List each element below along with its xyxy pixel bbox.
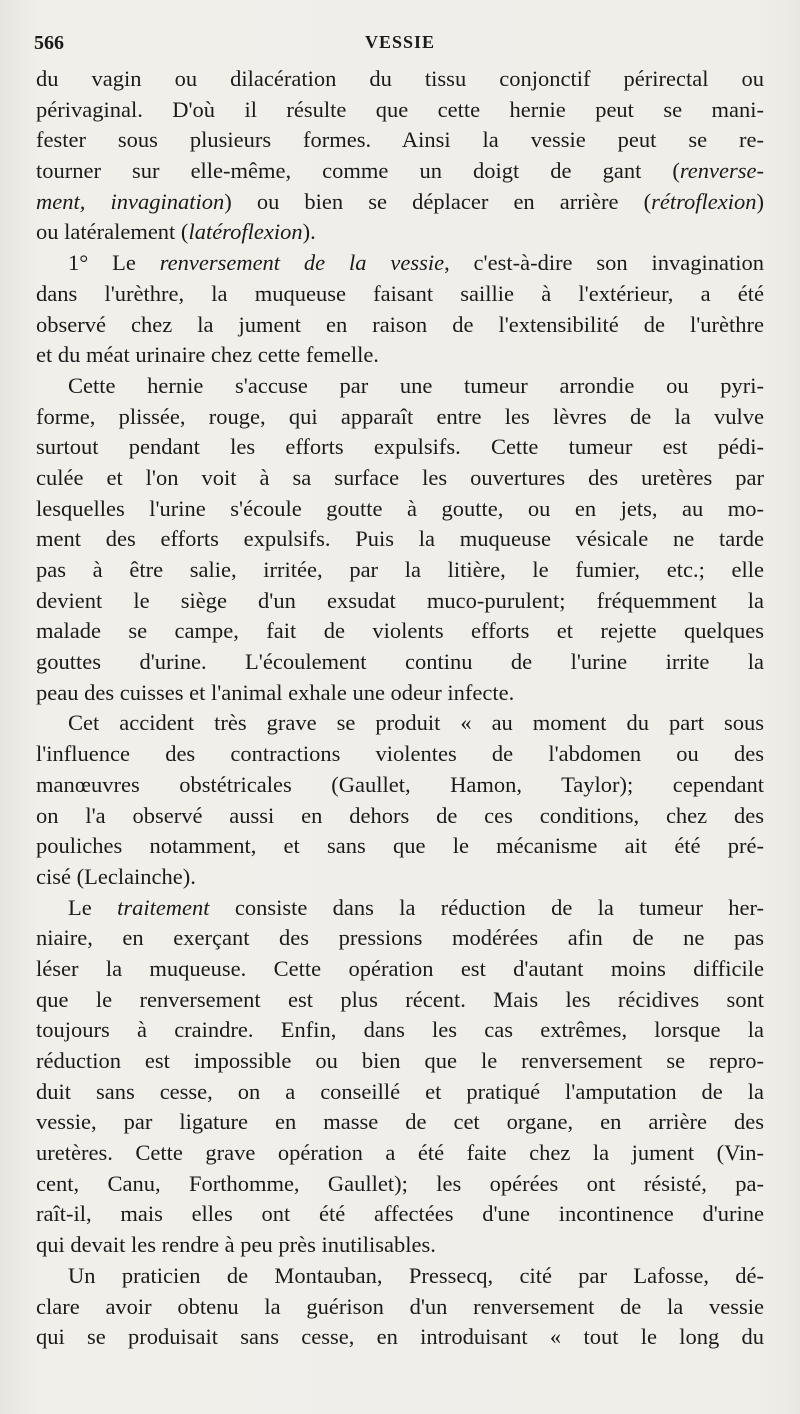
- text-run: 1° Le: [68, 250, 160, 276]
- text-line: [36, 1077, 764, 1108]
- text-line: [36, 801, 764, 832]
- text-run: Le: [68, 894, 118, 920]
- text-run: devient le siège d'un exsudat muco-purulent; fréquemment la: [36, 587, 764, 613]
- text-run: ).: [302, 219, 316, 245]
- text-line: [36, 402, 764, 433]
- text-line: [36, 248, 764, 279]
- italic-term: renverse-: [679, 158, 764, 184]
- text-line: [36, 770, 764, 801]
- text-line: [36, 1322, 764, 1353]
- paragraph: [36, 708, 764, 892]
- text-run: Un praticien de Montauban, Pressecq, cité par Lafosse, dé-: [68, 1262, 764, 1288]
- paragraph: [36, 371, 764, 709]
- text-line: [36, 923, 764, 954]
- text-run: et du méat urinaire chez cette femelle.: [36, 342, 379, 368]
- text-run: peau des cuisses et l'animal exhale une odeur infecte.: [36, 679, 515, 705]
- text-run: léser la muqueuse. Cette opération est d'autant moins difficile: [36, 955, 764, 981]
- text-line: [36, 64, 764, 95]
- text-run: uretères. Cette grave opération a été faite chez la jument (Vin-: [36, 1140, 764, 1166]
- body-text: [36, 64, 764, 1353]
- text-line: [36, 524, 764, 555]
- text-run: lesquelles l'urine s'écoule goutte à goutte, ou en jets, au mo-: [36, 495, 764, 521]
- text-run: , c'est-à-dire son invagination: [444, 250, 764, 276]
- text-run: ) ou bien se déplacer en arrière (: [224, 188, 652, 214]
- paragraph: [36, 893, 764, 1261]
- text-run: réduction est impossible ou bien que le renversement se repro-: [36, 1048, 764, 1073]
- text-line: [36, 463, 764, 494]
- text-line: [36, 371, 764, 402]
- text-run: Cette hernie s'accuse par une tumeur arrondie ou pyri-: [68, 372, 764, 398]
- italic-term: latéroflexion: [188, 219, 303, 245]
- text-run: niaire, en exerçant des pressions modérées afin de ne pas: [36, 925, 764, 951]
- text-line: [36, 1015, 764, 1046]
- text-run: clare avoir obtenu la guérison d'un renversement de la vessie: [36, 1293, 764, 1319]
- text-run: l'influence des contractions violentes de l'abdomen ou des: [36, 741, 764, 767]
- italic-term: traitement: [117, 894, 210, 920]
- text-run: consiste dans la réduction de la tumeur her-: [209, 894, 765, 920]
- text-line: [36, 954, 764, 985]
- text-line: [36, 1138, 764, 1169]
- text-run: malade se campe, fait de violents efforts et rejette quelques: [36, 618, 764, 644]
- text-line: [36, 1261, 764, 1292]
- text-line: [36, 1199, 764, 1230]
- text-run: cisé (Leclainche).: [36, 863, 196, 889]
- running-title: VESSIE: [364, 32, 436, 52]
- text-line: [36, 708, 764, 739]
- text-run: fester sous plusieurs formes. Ainsi la vessie peut se re-: [36, 127, 764, 153]
- text-run: on l'a observé aussi en dehors de ces conditions, chez des: [36, 802, 764, 828]
- text-line: [36, 279, 764, 310]
- text-run: culée et l'on voit à sa surface les ouvertures des uretères par: [36, 464, 764, 490]
- page-header: [34, 28, 766, 58]
- text-line: [36, 678, 764, 709]
- text-run: manœuvres obstétricales (Gaullet, Hamon, Taylor); cependant: [36, 771, 764, 797]
- text-run: tourner sur elle-même, comme un doigt de gant (: [36, 158, 680, 184]
- text-line: [36, 555, 764, 586]
- text-run: ): [756, 188, 764, 214]
- text-run: forme, plissée, rouge, qui apparaît entre les lèvres de la vulve: [36, 403, 764, 429]
- text-run: raît-il, mais elles ont été affectées d'une incontinence d'urine: [36, 1201, 764, 1227]
- text-line: [36, 95, 764, 126]
- text-line: [36, 586, 764, 617]
- text-run: que le renversement est plus récent. Mais les récidives sont: [36, 986, 764, 1012]
- text-line: [36, 985, 764, 1016]
- text-line: [36, 1046, 764, 1077]
- text-line: [36, 310, 764, 341]
- text-run: vessie, par ligature en masse de cet organe, en arrière des: [36, 1109, 764, 1135]
- text-run: qui devait les rendre à peu près inutilisables.: [36, 1232, 436, 1258]
- text-line: [36, 1107, 764, 1138]
- paragraph: [36, 1261, 764, 1353]
- text-line: [36, 1169, 764, 1200]
- text-line: [36, 647, 764, 678]
- paragraph: [36, 248, 764, 371]
- paragraph: [36, 64, 764, 248]
- text-run: ou latéralement (: [36, 219, 189, 245]
- text-run: duit sans cesse, on a conseillé et pratiqué l'amputation de la: [36, 1078, 764, 1104]
- text-line: [36, 125, 764, 156]
- text-line: [36, 432, 764, 463]
- italic-term: ment, invagination: [36, 188, 225, 214]
- text-run: Cet accident très grave se produit « au moment du part sous: [68, 710, 764, 736]
- text-line: [36, 739, 764, 770]
- page-number: 566: [34, 32, 64, 54]
- text-run: pouliches notamment, et sans que le mécanisme ait été pré-: [36, 833, 764, 859]
- text-line: [36, 831, 764, 862]
- text-run: périvaginal. D'où il résulte que cette hernie peut se mani-: [36, 96, 764, 122]
- text-line: [36, 1230, 764, 1261]
- text-line: [36, 616, 764, 647]
- italic-term: rétroflexion: [651, 188, 757, 214]
- text-run: cent, Canu, Forthomme, Gaullet); les opérées ont résisté, pa-: [36, 1170, 764, 1196]
- text-line: [36, 893, 764, 924]
- text-line: [36, 1292, 764, 1323]
- text-line: [36, 340, 764, 371]
- text-line: [36, 156, 764, 187]
- text-line: [36, 862, 764, 893]
- text-line: [36, 494, 764, 525]
- text-run: observé chez la jument en raison de l'extensibilité de l'urèthre: [36, 311, 764, 337]
- italic-term: renversement de la vessie: [159, 250, 445, 276]
- text-run: du vagin ou dilacération du tissu conjonctif périrectal ou: [36, 66, 764, 91]
- text-run: qui se produisait sans cesse, en introduisant « tout le long du: [36, 1324, 764, 1350]
- text-run: gouttes d'urine. L'écoulement continu de l'urine irrite la: [36, 649, 764, 675]
- text-line: [36, 217, 764, 248]
- text-run: pas à être salie, irritée, par la litière, le fumier, etc.; elle: [36, 557, 764, 582]
- text-run: surtout pendant les efforts expulsifs. Cette tumeur est pédi-: [36, 434, 764, 460]
- text-run: toujours à craindre. Enfin, dans les cas extrêmes, lorsque la: [36, 1017, 764, 1043]
- text-line: [36, 187, 764, 218]
- text-run: dans l'urèthre, la muqueuse faisant saillie à l'extérieur, a été: [36, 280, 764, 306]
- text-run: ment des efforts expulsifs. Puis la muqueuse vésicale ne tarde: [36, 526, 764, 552]
